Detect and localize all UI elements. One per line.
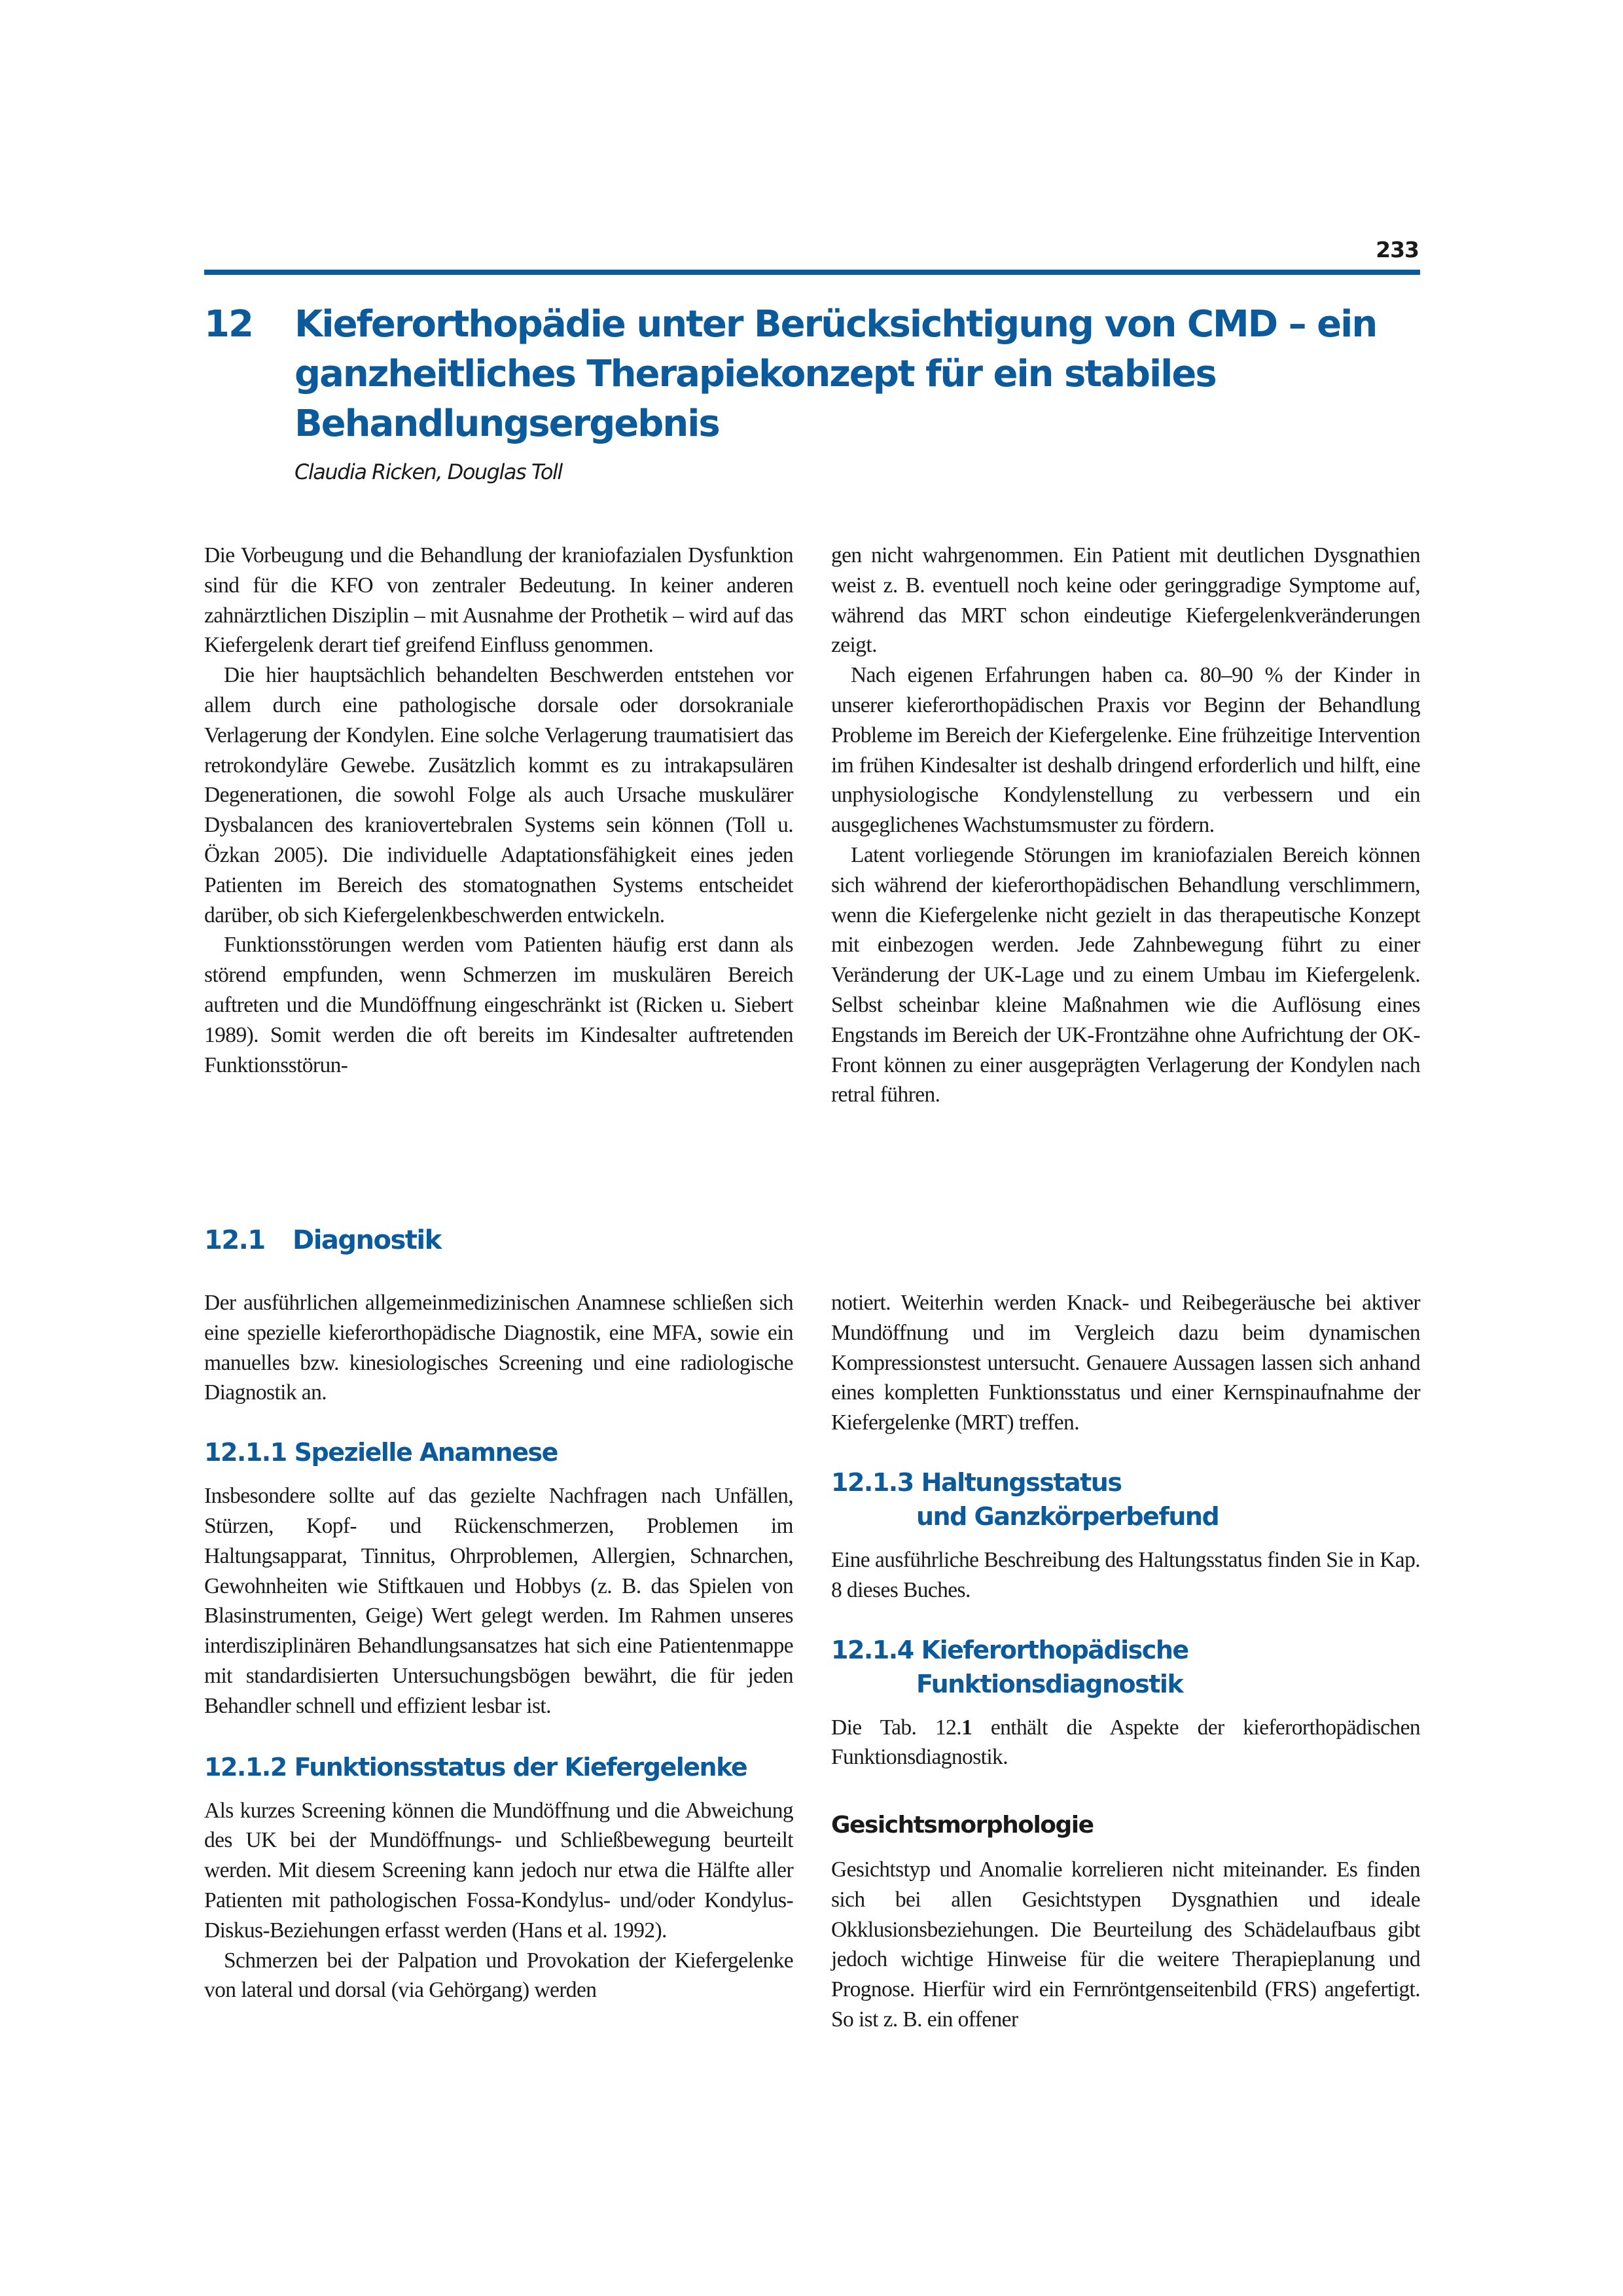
paragraph: Die Vorbeugung und die Behandlung der kraniofazialen Dysfunktion sind für die KFO von zentraler Bedeutung. In keiner anderen zahnärztlichen Disziplin – mit Ausnahme der Prothetik – wird auf das Kiefergelenk derart tief greifend Einfluss genommen. xyxy=(204,543,793,658)
paragraph: Insbesondere sollte auf das gezielte Nachfragen nach Unfällen, Stürzen, Kopf- und Rückenschmerzen, Problemen im Haltungsapparat, Tinnitus, Ohrproblemen, Allergien, Schnarchen, Gewohnheiten wie Stiftkauen und Hobbys (z. B. das Spielen von Blasinstrumenten, Geige) Wert gelegt werden. Im Rahmen unseres interdisziplinären Behandlungsansatzes hat sich eine Patientenmappe mit standardisierten Untersuchungsbögen bewährt, die für jeden Behandler schnell und effizient lesbar ist. xyxy=(204,1484,793,1718)
paragraph: Schmerzen bei der Palpation und Provokation der Kiefergelenke von lateral und dorsal (via Gehörgang) werden xyxy=(204,1948,793,2003)
paragraph: notiert. Weiterhin werden Knack- und Reibegeräusche bei aktiver Mundöffnung und im Vergleich dazu beim dynamischen Kompressionstest untersucht. Genauere Aussagen lassen sich anhand eines kompletten Funktionsstatus und einer Kernspinaufnahme der Kiefergelenke (MRT) treffen. xyxy=(831,1291,1420,1435)
subsection-title-line1: Kieferorthopädische xyxy=(921,1635,1188,1664)
paragraph xyxy=(831,1713,1420,1773)
page-number: 233 xyxy=(1376,237,1419,262)
intro-right-column xyxy=(831,541,1420,1110)
chapter-number: 12 xyxy=(204,303,253,346)
subsection-heading-12-1-4 xyxy=(831,1633,1420,1701)
subsection-title: Spezielle Anamnese xyxy=(294,1438,558,1467)
section-number: 12.1 xyxy=(204,1225,265,1255)
subsection-number: 12.1.2 xyxy=(204,1752,287,1782)
paragraph: Als kurzes Screening können die Mundöffnung und die Abweichung des UK bei der Mundöffnungs- und Schließbewegung beurteilt werden. Mit diesem Screening kann jedoch nur etwa die Hälfte aller Patienten mit pathologischen Fossa-Kondylus- und/oder Kondylus-Diskus-Beziehungen erfasst werden (Hans et al. 1992). xyxy=(204,1798,793,1943)
lower-left-column xyxy=(204,1288,793,2005)
paragraph: gen nicht wahrgenommen. Ein Patient mit deutlichen Dysgnathien weist z. B. eventuell noch keine oder geringgradige Symptome auf, während das MRT schon eindeutige Kiefergelenkveränderungen zeigt. xyxy=(831,543,1420,658)
subsection-title-line1: Haltungsstatus xyxy=(921,1467,1122,1497)
section-title: Diagnostik xyxy=(293,1225,441,1255)
subsubsection-heading-gesichtsmorphologie: Gesichtsmorphologie xyxy=(831,1812,1094,1839)
text: enthält die Aspekte der kieferorthopädischen Funktionsdiagnostik. xyxy=(831,1715,1421,1770)
chapter-title: Kieferorthopädie unter Berücksichtigung von CMD – ein ganzheitliches Therapiekonzept für ein stabiles Behandlungsergebnis xyxy=(294,303,1377,445)
subsection-title: Funktionsstatus der Kiefergelenke xyxy=(294,1752,747,1782)
paragraph: Funktionsstörungen werden vom Patienten häufig erst dann als störend empfunden, wenn Schmerzen im muskulären Bereich auftreten und die Mundöffnung eingeschränkt ist (Ricken u. Siebert 1989). Somit werden die oft bereits im Kindesalter auftretenden Funktionsstörun- xyxy=(204,933,793,1077)
text: Die Tab. 12. xyxy=(831,1715,962,1740)
lower-right-column xyxy=(831,1288,1420,2035)
subsection-heading-12-1-3 xyxy=(831,1465,1420,1534)
subsection-number: 12.1.4 xyxy=(831,1635,914,1664)
intro-left-column xyxy=(204,541,793,1080)
chapter-heading xyxy=(204,300,1421,449)
header-rule xyxy=(204,270,1420,275)
chapter-authors: Claudia Ricken, Douglas Toll xyxy=(294,459,562,484)
paragraph: Der ausführlichen allgemeinmedizinischen Anamnese schließen sich eine spezielle kieferorthopädische Diagnostik, eine MFA, sowie ein manuelles bzw. kinesiologisches Screening und eine radiologische Diagnostik an. xyxy=(204,1291,793,1405)
table-reference[interactable]: 1 xyxy=(961,1715,972,1740)
section-heading-12-1 xyxy=(204,1225,441,1255)
subsection-number: 12.1.1 xyxy=(204,1438,287,1467)
subsection-heading-12-1-2 xyxy=(204,1750,793,1784)
paragraph: Eine ausführliche Beschreibung des Haltungsstatus finden Sie in Kap. 8 dieses Buches. xyxy=(831,1547,1420,1602)
paragraph: Die hier hauptsächlich behandelten Beschwerden entstehen vor allem durch eine pathologische dorsale oder dorsokraniale Verlagerung der Kondylen. Eine solche Verlagerung traumatisiert das retrokondyläre Gewebe. Zusätzlich kommt es zu intrakapsulären Degenerationen, die sowohl Folge als auch Ursache muskulärer Dysbalancen des kraniovertebralen Systems sein können (Toll u. Özkan 2005). Die individuelle Adaptationsfähigkeit eines jeden Patienten im Bereich des stomatognathen Systems entscheidet darüber, ob sich Kiefergelenkbeschwerden entwickeln. xyxy=(204,663,793,927)
paragraph: Latent vorliegende Störungen im kraniofazialen Bereich können sich während der kieferorthopädischen Behandlung verschlimmern, wenn die Kiefergelenke nicht gezielt in das therapeutische Konzept mit einbezogen werden. Jede Zahnbewegung führt zu einer Veränderung der UK-Lage und zu einem Umbau im Kiefergelenk. Selbst scheinbar kleine Maßnahmen wie die Auflösung eines Engstands im Bereich der UK-Frontzähne ohne Aufrichtung der OK-Front können zu einer ausgeprägten Verlagerung der Kondylen nach retral führen. xyxy=(831,842,1420,1107)
paragraph: Gesichtstyp und Anomalie korrelieren nicht miteinander. Es finden sich bei allen Gesichtstypen Dysgnathien und ideale Okklusionsbeziehungen. Die Beurteilung des Schädelaufbaus gibt jedoch wichtige Hinweise für die weitere Therapieplanung und Prognose. Hierfür wird ein Fernröntgenseitenbild (FRS) angefertigt. So ist z. B. ein offener xyxy=(831,1857,1420,2032)
subsection-heading-12-1-1 xyxy=(204,1435,793,1469)
subsection-title-line2: Funktionsdiagnostik xyxy=(916,1669,1183,1698)
paragraph: Nach eigenen Erfahrungen haben ca. 80–90 % der Kinder in unserer kieferorthopädischen Praxis vor Beginn der Behandlung Probleme im Bereich der Kiefergelenke. Eine frühzeitige Intervention im frühen Kindesalter ist deshalb dringend erforderlich und hilft, eine unphysiologische Kondylenstellung zu verbessern und ein ausgeglichenes Wachstumsmuster zu fördern. xyxy=(831,663,1420,838)
subsection-title-line2: und Ganzkörperbefund xyxy=(916,1501,1219,1531)
subsection-number: 12.1.3 xyxy=(831,1467,914,1497)
